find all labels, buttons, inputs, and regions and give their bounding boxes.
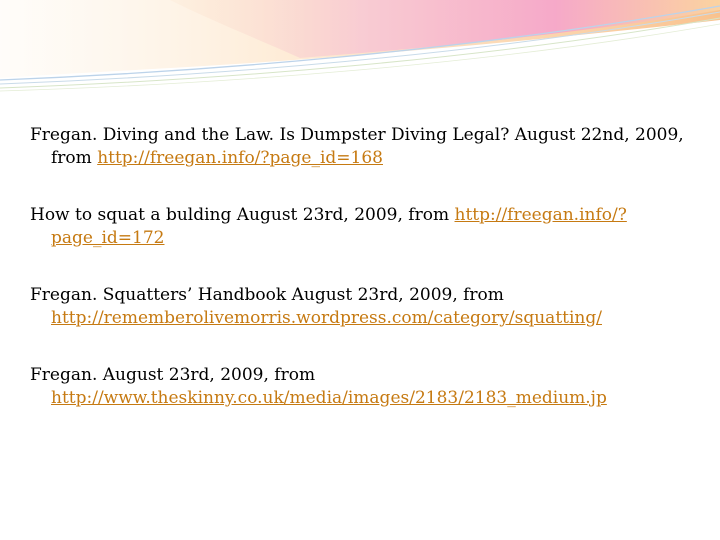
reference-text: Fregan. August 23rd, 2009, from xyxy=(30,365,316,385)
reference-text: Fregan. Diving and the Law. Is Dumpster Diving Legal? August 22nd, 2009, from xyxy=(30,125,684,168)
reference-list xyxy=(30,124,690,444)
reference-text: How to squat a bulding August 23rd, 2009, from xyxy=(30,205,455,225)
reference-text: Fregan. Squatters’ Handbook August 23rd, 2009, from xyxy=(30,285,504,305)
reference-item xyxy=(30,284,690,330)
reference-link[interactable]: http://freegan.info/?page_id=172 xyxy=(51,205,627,248)
reference-link[interactable]: http://rememberolivemorris.wordpress.com/category/squatting/ xyxy=(51,308,602,328)
reference-item xyxy=(30,124,690,170)
decorative-banner xyxy=(0,0,720,95)
reference-item xyxy=(30,364,690,410)
reference-link[interactable]: http://freegan.info/?page_id=168 xyxy=(97,148,383,168)
reference-item xyxy=(30,204,690,250)
reference-link[interactable]: http://www.theskinny.co.uk/media/images/2183/2183_medium.jp xyxy=(51,388,607,408)
